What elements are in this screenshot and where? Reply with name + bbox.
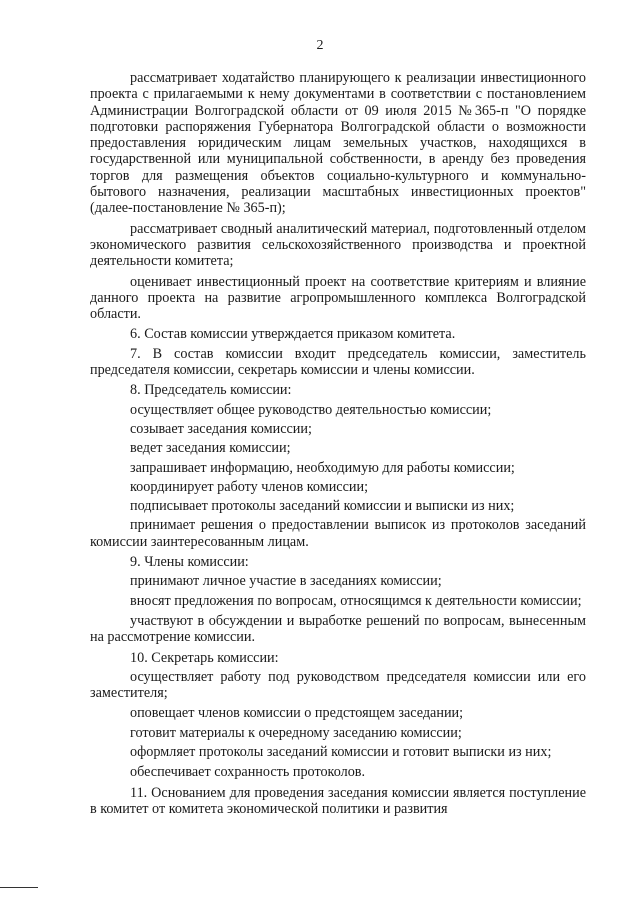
paragraph: ведет заседания комиссии; bbox=[130, 440, 291, 457]
paragraph: оценивает инвестиционный проект на соответствие критериям и влияние данного проекта на развитие агропромышленного комплекса Волгоградской области. bbox=[90, 273, 586, 323]
paragraph: 10. Секретарь комиссии: bbox=[130, 649, 279, 666]
paragraph: 9. Члены комиссии: bbox=[130, 554, 249, 571]
paragraph: оформляет протоколы заседаний комиссии и готовит выписки из них; bbox=[130, 743, 552, 760]
paragraph: принимает решения о предоставлении выписок из протоколов заседаний комиссии заинтересованным лицам. bbox=[90, 517, 586, 550]
paragraph: 11. Основанием для проведения заседания комиссии является поступление в комитет от комитета экономической политики и развития bbox=[90, 784, 586, 817]
paragraph: участвуют в обсуждении и выработке решений по вопросам, вынесенным на рассмотрение комиссии. bbox=[90, 612, 586, 646]
paragraph: подписывает протоколы заседаний комиссии и выписки из них; bbox=[130, 498, 515, 515]
paragraph: координирует работу членов комиссии; bbox=[130, 478, 369, 495]
paragraph: созывает заседания комиссии; bbox=[130, 420, 312, 437]
footer-rule bbox=[0, 887, 38, 888]
page-number: 2 bbox=[316, 38, 324, 53]
paragraph: 8. Председатель комиссии: bbox=[130, 382, 292, 399]
paragraph: принимают личное участие в заседаниях комиссии; bbox=[130, 573, 442, 590]
paragraph: вносят предложения по вопросам, относящимся к деятельности комиссии; bbox=[130, 592, 582, 609]
paragraph: рассматривает ходатайство планирующего к реализации инвестиционного проекта с прилагаемыми к нему документами в соответствии с постановлением Администрации Волгоградской области от 09 июля 2015 №365-п "О порядке подготовки распоряжения Губернатора Волгоградской области о возможности предоставления юридическим лицам земельных участков, находящихся в государственной или муниципальной собственности, в аренду без проведения торгов для размещения объектов социально-культурного и коммунально-бытового назначения, реализации масштабных инвестиционных проектов"(далее-постановление № 365-п); bbox=[90, 70, 586, 217]
paragraph: оповещает членов комиссии о предстоящем заседании; bbox=[130, 705, 464, 722]
paragraph: осуществляет общее руководство деятельностью комиссии; bbox=[130, 401, 492, 418]
document-body bbox=[90, 70, 586, 821]
paragraph: обеспечивает сохранность протоколов. bbox=[130, 764, 366, 781]
paragraph: рассматривает сводный аналитический материал, подготовленный отделом экономического развития сельскохозяйственного производства и проектной деятельности комитета; bbox=[90, 220, 586, 270]
paragraph: 7. В состав комиссии входит председатель комиссии, заместитель председателя комиссии, секретарь комиссии и члены комиссии. bbox=[90, 345, 586, 379]
paragraph: запрашивает информацию, необходимую для работы комиссии; bbox=[130, 459, 515, 476]
paragraph: готовит материалы к очередному заседанию комиссии; bbox=[130, 724, 462, 741]
paragraph: осуществляет работу под руководством председателя комиссии или его заместителя; bbox=[90, 668, 586, 702]
paragraph: 6. Состав комиссии утверждается приказом комитета. bbox=[130, 326, 456, 343]
